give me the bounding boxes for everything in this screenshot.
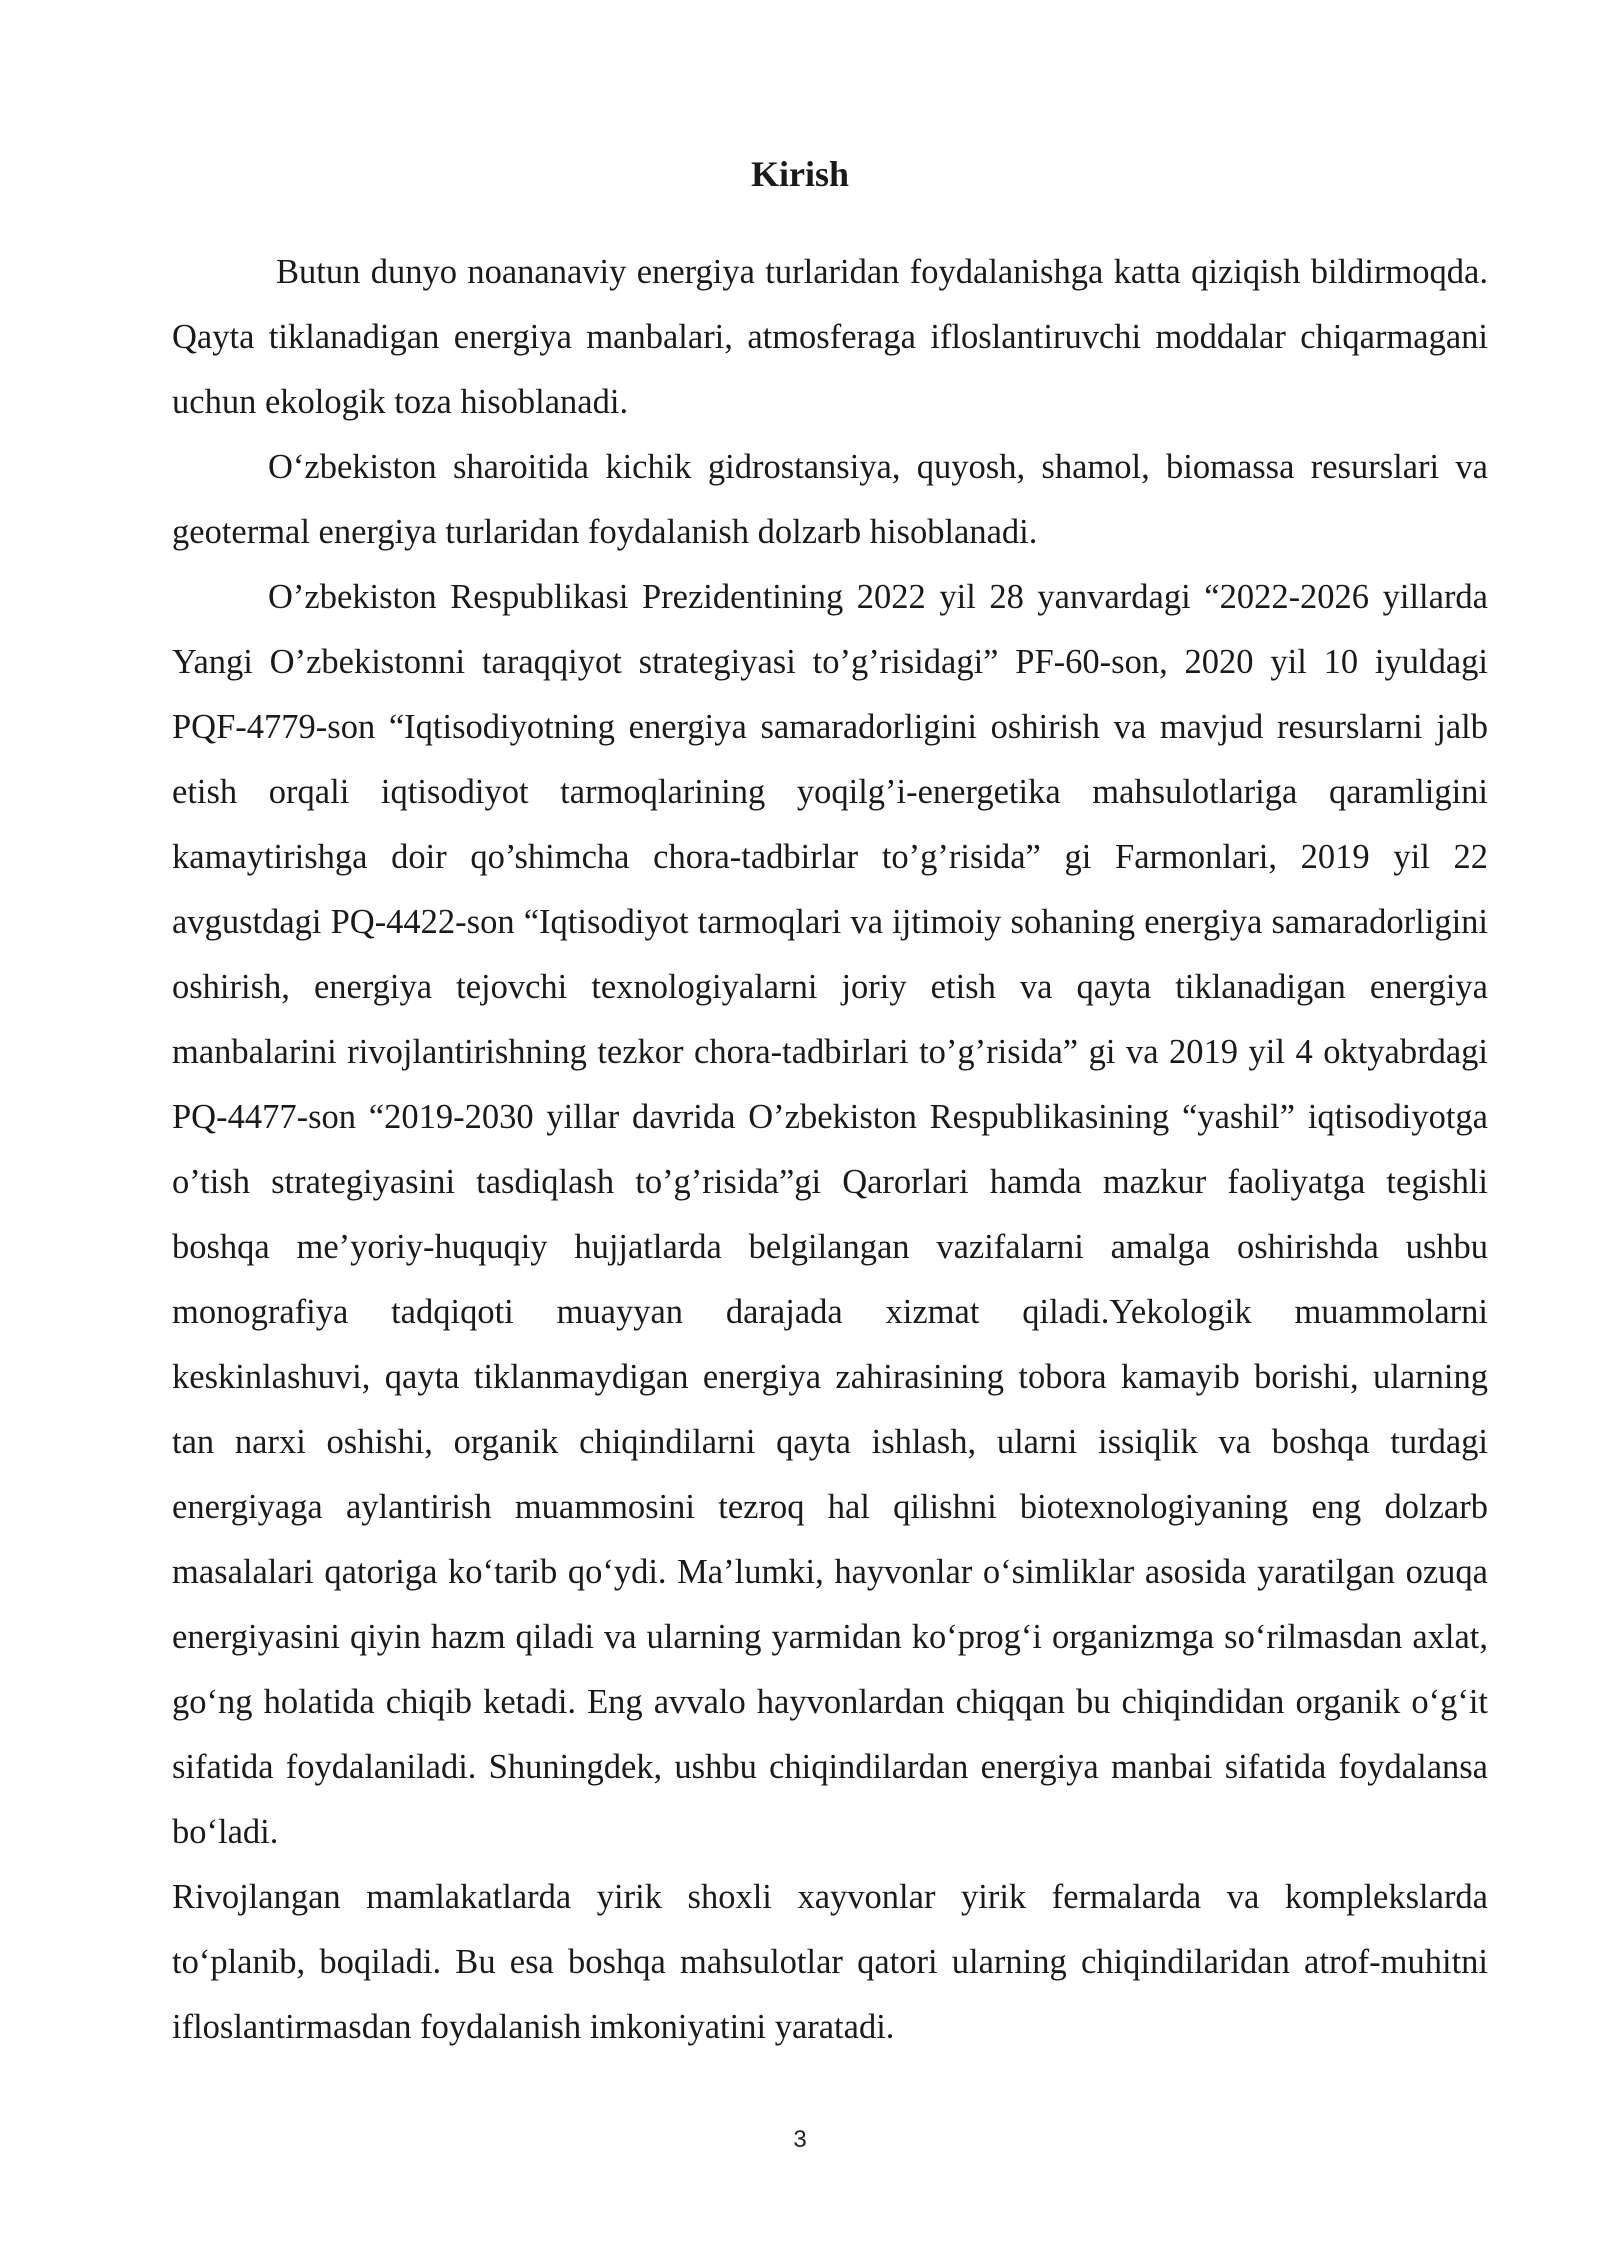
paragraph-uzbekistan-conditions: O‘zbekiston sharoitida kichik gidrostansiya, quyosh, shamol, biomassa resurslari va geotermal energiya turlaridan foydalanish dolzarb hisoblanadi.	[172, 448, 1488, 551]
page-title: Kirish	[750, 154, 849, 194]
body-text	[172, 240, 1488, 2060]
page-number: 3	[793, 2126, 807, 2153]
paragraph-legal-framework: O’zbekiston Respublikasi Prezidentining 2022 yil 28 yanvardagi “2022-2026 yillarda Yangi O’zbekistonni taraqqiyot strategiyasi to’g’risidagi” PF-60-son, 2020 yil 10 iyuldagi PQF-4779-son “Iqtisodiyotning energiya samaradorligini oshirish va mavjud resurslarni jalb etish orqali iqtisodiyot tarmoqlarining yoqilg’i-energetika mahsulotlariga qaramligini kamaytirishga doir qo’shimcha chora-tadbirlar to’g’risida” gi Farmonlari, 2019 yil 22 avgustdagi PQ-4422-son “Iqtisodiyot tarmoqlari va ijtimoiy sohaning energiya samaradorligini oshirish, energiya tejovchi texnologiyalarni joriy etish va qayta tiklanadigan energiya manbalarini rivojlantirishning tezkor chora-tadbirlari to’g’risida” gi va 2019 yil 4 oktyabrdagi PQ-4477-son “2019-2030 yillar davrida O’zbekiston Respublikasining “yashil” iqtisodiyotga o’tish strategiyasini tasdiqlash to’g’risida”gi Qarorlari hamda mazkur faoliyatga tegishli boshqa me’yoriy-huquqiy hujjatlarda belgilangan vazifalarni amalga oshirishda ushbu monografiya tadqiqoti muayyan darajada xizmat qiladi.Yekologik muammolarni keskinlashuvi, qayta tiklanmaydigan energiya zahirasining tobora kamayib borishi, ularning tan narxi oshishi, organik chiqindilarni qayta ishlash, ularni issiqlik va boshqa turdagi energiyaga aylantirish muammosini tezroq hal qilishni biotexnologiyaning eng dolzarb masalalari qatoriga ko‘tarib qo‘ydi. Ma’lumki, hayvonlar o‘simliklar asosida yaratilgan ozuqa energiyasini qiyin hazm qiladi va ularning yarmidan ko‘prog‘i organizmga so‘rilmasdan axlat, go‘ng holatida chiqib ketadi. Eng avvalo hayvonlardan chiqqan bu chiqindidan organik o‘g‘it sifatida foydalaniladi. Shuningdek, ushbu chiqindilardan energiya manbai sifatida foydalansa bo‘ladi.	[172, 578, 1488, 1851]
paragraph-developed-countries: Rivojlangan mamlakatlarda yirik shoxli xayvonlar yirik fermalarda va komplekslarda to‘planib, boqiladi. Bu esa boshqa mahsulotlar qatori ularning chiqindilaridan atrof-muhitni ifloslantirmasdan foydalanish imkoniyatini yaratadi.	[172, 1878, 1488, 2046]
paragraph-intro: Butun dunyo noananaviy energiya turlaridan foydalanishga katta qiziqish bildirmoqda. Qayta tiklanadigan energiya manbalari, atmosferaga ifloslantiruvchi moddalar chiqarmagani uchun ekologik toza hisoblanadi.	[172, 253, 1488, 421]
